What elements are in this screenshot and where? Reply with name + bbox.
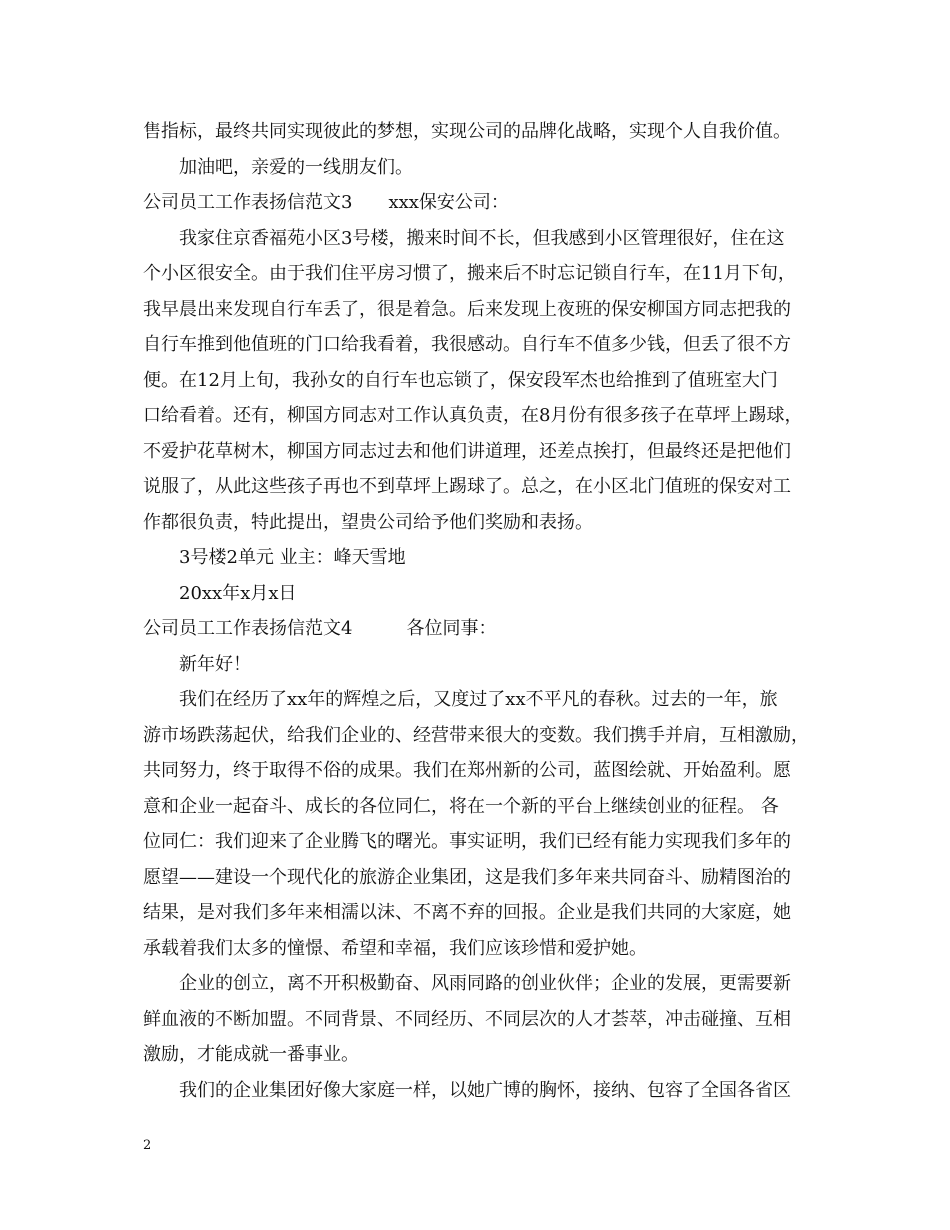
text-line: 个小区很安全。由于我们住平房习惯了，搬来后不时忘记锁自行车，在11月下旬， bbox=[143, 263, 796, 284]
signature-line: 3号楼2单元 业主：峰天雪地 bbox=[179, 547, 406, 568]
text-line: 愿望——建设一个现代化的旅游企业集团，这是我们多年来共同奋斗、励精图治的 bbox=[143, 866, 791, 888]
section-heading: 公司员工工作表扬信范文3 xxx保安公司： bbox=[143, 192, 509, 213]
text-line: 意和企业一起奋斗、成长的各位同仁，将在一个新的平台上继续创业的征程。 各 bbox=[143, 795, 779, 817]
text-line: 口给看着。还有，柳国方同志对工作认真负责，在8月份有很多孩子在草坪上踢球， bbox=[143, 405, 803, 426]
date-line: 20xx年x月x日 bbox=[179, 582, 297, 604]
text-line: 不爱护花草树木，柳国方同志过去和他们讲道理，还差点挨打，但最终还是把他们 bbox=[143, 440, 791, 462]
text-line: 结果，是对我们多年来相濡以沫、不离不弃的回报。企业是我们共同的大家庭，她 bbox=[143, 902, 791, 923]
text-line: 共同努力，终于取得不俗的成果。我们在郑州新的公司，蓝图绘就、开始盈利。愿 bbox=[143, 760, 791, 781]
page-number: 2 bbox=[143, 1138, 152, 1153]
text-line: 游市场跌荡起伏，给我们企业的、经营带来很大的变数。我们携手并肩，互相激励， bbox=[143, 724, 809, 746]
text-line: 激励，才能成就一番事业。 bbox=[143, 1044, 359, 1065]
text-line: 承载着我们太多的憧憬、希望和幸福，我们应该珍惜和爱护她。 bbox=[143, 937, 647, 959]
text-line: 作都很负责，特此提出，望贵公司给予他们奖励和表扬。 bbox=[143, 511, 593, 533]
text-line: 位同仁：我们迎来了企业腾飞的曙光。事实证明，我们已经有能力实现我们多年的 bbox=[143, 831, 791, 852]
text-line: 售指标，最终共同实现彼此的梦想，实现公司的品牌化战略，实现个人自我价值。 bbox=[143, 121, 791, 142]
text-line: 便。在12月上旬，我孙女的自行车也忘锁了，保安段军杰也给推到了值班室大门 bbox=[143, 369, 778, 391]
section-heading: 公司员工工作表扬信范文4 各位同事： bbox=[143, 618, 497, 639]
text-line: 企业的创立，离不开积极勤奋、风雨同路的创业伙伴；企业的发展，更需要新 bbox=[179, 973, 791, 994]
text-line: 我家住京香福苑小区3号楼，搬来时间不长，但我感到小区管理很好，住在这 bbox=[179, 227, 785, 249]
text-line: 我们的企业集团好像大家庭一样，以她广博的胸怀，接纳、包容了全国各省区 bbox=[179, 1079, 791, 1101]
text-line: 加油吧，亲爱的一线朋友们。 bbox=[179, 156, 413, 178]
text-line: 自行车推到他值班的门口给我看着，我很感动。自行车不值多少钱，但丢了很不方 bbox=[143, 334, 791, 355]
document-body bbox=[143, 114, 813, 1108]
text-line: 我早晨出来发现自行车丢了，很是着急。后来发现上夜班的保安柳国方同志把我的 bbox=[143, 298, 791, 320]
greeting-line: 新年好！ bbox=[179, 653, 251, 675]
text-line: 说服了，从此这些孩子再也不到草坪上踢球了。总之，在小区北门值班的保安对工 bbox=[143, 476, 791, 497]
text-line: 我们在经历了xx年的辉煌之后，又度过了xx不平凡的春秋。过去的一年，旅 bbox=[179, 689, 778, 710]
text-line: 鲜血液的不断加盟。不同背景、不同经历、不同层次的人才荟萃，冲击碰撞、互相 bbox=[143, 1008, 791, 1030]
